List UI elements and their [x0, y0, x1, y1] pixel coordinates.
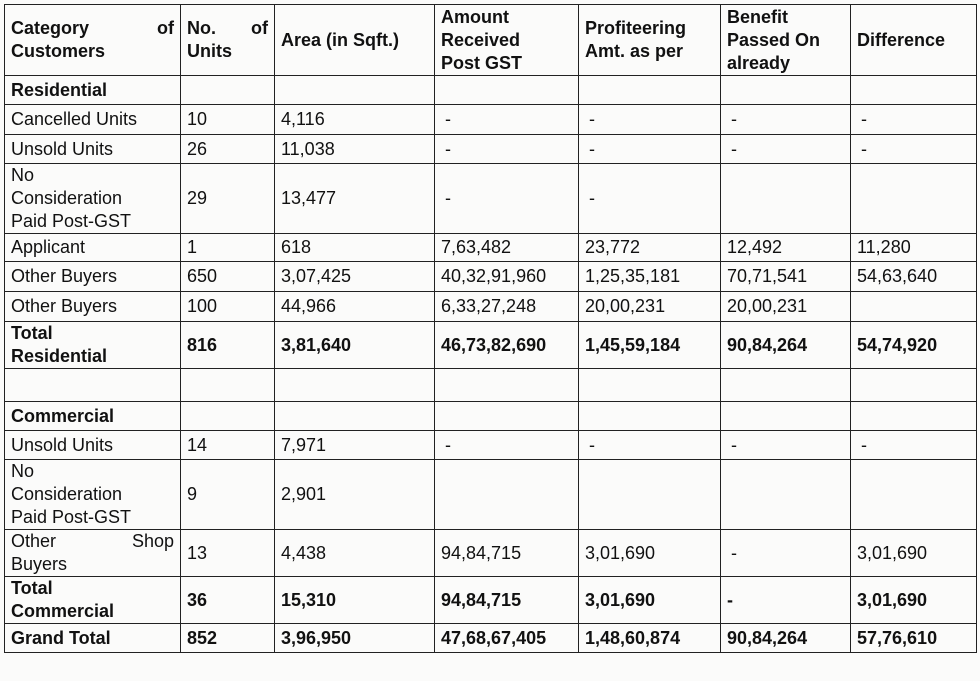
- table-row: [5, 292, 977, 322]
- cell-profiteering: -: [579, 105, 721, 135]
- total-commercial-row: [5, 577, 977, 624]
- cell-total-label: Total Residential: [5, 322, 181, 369]
- cell-difference: 57,76,610: [851, 624, 977, 653]
- cell-units: 816: [181, 322, 275, 369]
- cell-area: 15,310: [275, 577, 435, 624]
- cell-units: 14: [181, 431, 275, 460]
- cell-difference: 54,74,920: [851, 322, 977, 369]
- cell-amount: [435, 460, 579, 530]
- cell-benefit: -: [721, 431, 851, 460]
- cell-amount: -: [435, 135, 579, 164]
- cell-benefit: 70,71,541: [721, 262, 851, 292]
- cell-difference: -: [851, 135, 977, 164]
- cell-units: 1: [181, 234, 275, 262]
- table-row: [5, 164, 977, 234]
- cell-units: 13: [181, 530, 275, 577]
- cell-category: Cancelled Units: [5, 105, 181, 135]
- cell-category: Other Buyers: [5, 262, 181, 292]
- cell-profiteering: 1,45,59,184: [579, 322, 721, 369]
- cell-benefit: -: [721, 577, 851, 624]
- header-units: No. of Units: [181, 5, 275, 76]
- cell-benefit: 90,84,264: [721, 624, 851, 653]
- cell-profiteering: [579, 460, 721, 530]
- cell-difference: 54,63,640: [851, 262, 977, 292]
- table-row: [5, 105, 977, 135]
- cell-benefit: [721, 460, 851, 530]
- cell-area: 4,438: [275, 530, 435, 577]
- cell-amount: 47,68,67,405: [435, 624, 579, 653]
- header-amount: Amount Received Post GST: [435, 5, 579, 76]
- cell-total-label: Total Commercial: [5, 577, 181, 624]
- cell-category: Other Shop Buyers: [5, 530, 181, 577]
- cell-amount: -: [435, 164, 579, 234]
- cell-profiteering: -: [579, 135, 721, 164]
- cell-difference: [851, 292, 977, 322]
- cell-profiteering: 1,25,35,181: [579, 262, 721, 292]
- cell-benefit: 20,00,231: [721, 292, 851, 322]
- header-difference: Difference: [851, 5, 977, 76]
- cell-amount: 7,63,482: [435, 234, 579, 262]
- cell-benefit: -: [721, 105, 851, 135]
- cell-amount: -: [435, 105, 579, 135]
- table-row: [5, 530, 977, 577]
- header-row: [5, 5, 977, 76]
- cell-area: 13,477: [275, 164, 435, 234]
- header-benefit: Benefit Passed On already: [721, 5, 851, 76]
- cell-difference: -: [851, 431, 977, 460]
- cell-benefit: [721, 164, 851, 234]
- cell-profiteering: 1,48,60,874: [579, 624, 721, 653]
- cell-units: 9: [181, 460, 275, 530]
- cell-area: 11,038: [275, 135, 435, 164]
- cell-benefit: -: [721, 530, 851, 577]
- cell-amount: 6,33,27,248: [435, 292, 579, 322]
- cell-profiteering: -: [579, 164, 721, 234]
- blank-row: [5, 369, 977, 402]
- cell-units: 36: [181, 577, 275, 624]
- table-row: [5, 262, 977, 292]
- cell-profiteering: 23,772: [579, 234, 721, 262]
- header-profiteering: Profiteering Amt. as per: [579, 5, 721, 76]
- total-residential-row: [5, 322, 977, 369]
- cell-difference: 3,01,690: [851, 577, 977, 624]
- cell-units: 26: [181, 135, 275, 164]
- cell-difference: -: [851, 105, 977, 135]
- cell-units: 650: [181, 262, 275, 292]
- cell-units: 10: [181, 105, 275, 135]
- cell-difference: 11,280: [851, 234, 977, 262]
- cell-units: 29: [181, 164, 275, 234]
- cell-area: 3,81,640: [275, 322, 435, 369]
- cell-category: No Consideration Paid Post-GST: [5, 460, 181, 530]
- cell-profiteering: 3,01,690: [579, 530, 721, 577]
- cell-area: 7,971: [275, 431, 435, 460]
- section-label: Residential: [5, 76, 181, 105]
- table-row: [5, 431, 977, 460]
- cell-category: Other Buyers: [5, 292, 181, 322]
- cell-area: 2,901: [275, 460, 435, 530]
- cell-amount: -: [435, 431, 579, 460]
- profiteering-table: [4, 4, 977, 653]
- cell-difference: 3,01,690: [851, 530, 977, 577]
- grand-total-row: [5, 624, 977, 653]
- cell-units: 100: [181, 292, 275, 322]
- cell-amount: 40,32,91,960: [435, 262, 579, 292]
- table-row: [5, 234, 977, 262]
- cell-benefit: -: [721, 135, 851, 164]
- cell-amount: 94,84,715: [435, 577, 579, 624]
- section-row-residential: [5, 76, 977, 105]
- cell-grand-total-label: Grand Total: [5, 624, 181, 653]
- cell-benefit: 90,84,264: [721, 322, 851, 369]
- header-category: Category of Customers: [5, 5, 181, 76]
- cell-area: 3,96,950: [275, 624, 435, 653]
- cell-category: Unsold Units: [5, 135, 181, 164]
- cell-amount: 94,84,715: [435, 530, 579, 577]
- cell-profiteering: -: [579, 431, 721, 460]
- cell-area: 4,116: [275, 105, 435, 135]
- table-row: [5, 135, 977, 164]
- cell-difference: [851, 460, 977, 530]
- cell-difference: [851, 164, 977, 234]
- cell-category: Unsold Units: [5, 431, 181, 460]
- cell-area: 3,07,425: [275, 262, 435, 292]
- cell-category: No Consideration Paid Post-GST: [5, 164, 181, 234]
- table-row: [5, 460, 977, 530]
- cell-profiteering: 20,00,231: [579, 292, 721, 322]
- section-label: Commercial: [5, 402, 181, 431]
- cell-amount: 46,73,82,690: [435, 322, 579, 369]
- section-row-commercial: [5, 402, 977, 431]
- header-area: Area (in Sqft.): [275, 5, 435, 76]
- cell-category: Applicant: [5, 234, 181, 262]
- cell-profiteering: 3,01,690: [579, 577, 721, 624]
- cell-benefit: 12,492: [721, 234, 851, 262]
- cell-units: 852: [181, 624, 275, 653]
- cell-area: 44,966: [275, 292, 435, 322]
- cell-area: 618: [275, 234, 435, 262]
